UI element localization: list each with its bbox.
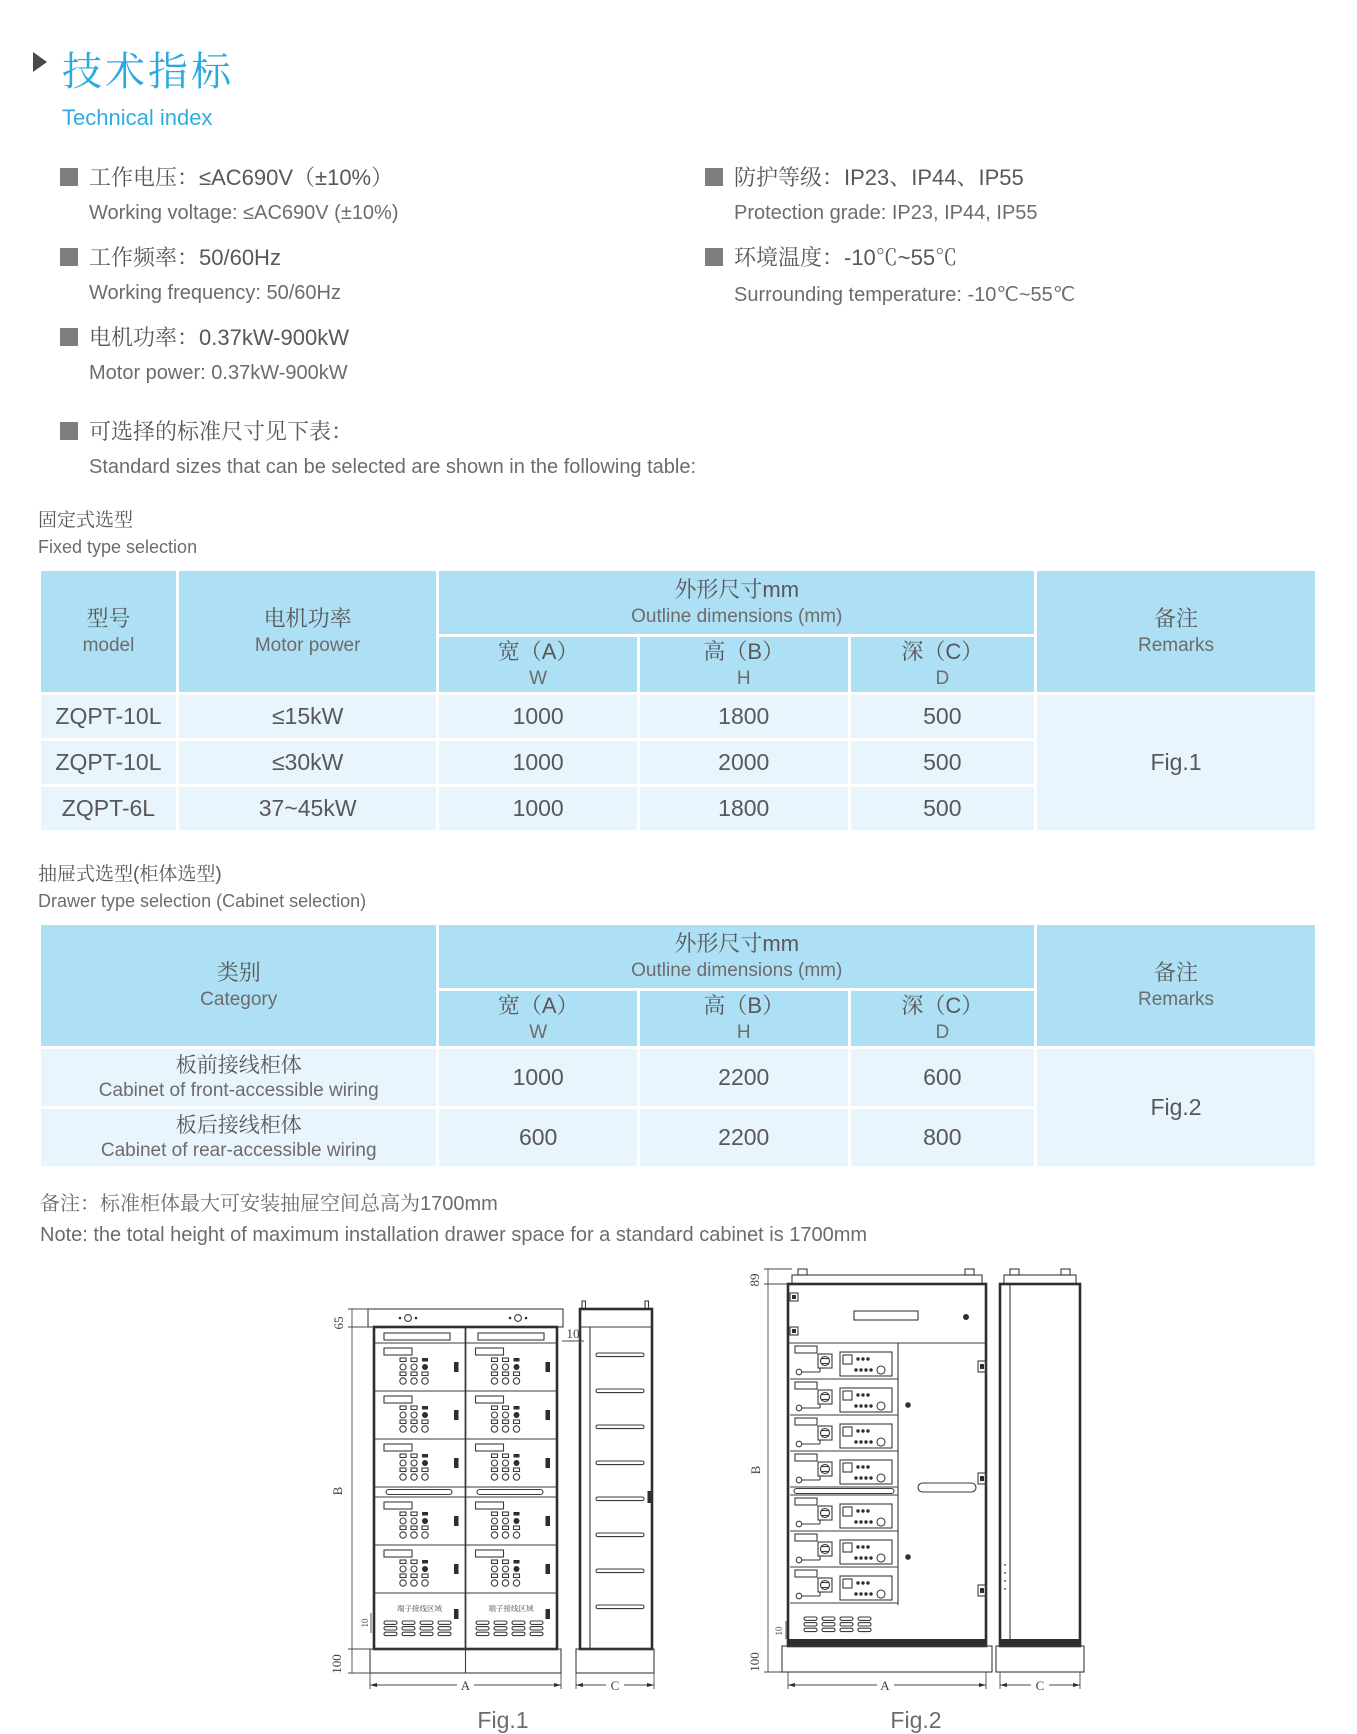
col-header-remarks: 备注 Remarks (1036, 570, 1317, 694)
col-header-height: 高（B） H (638, 636, 849, 694)
cell-depth: 600 (849, 1048, 1035, 1108)
note-zh: 备注：标准柜体最大可安装抽屉空间总高为1700mm (40, 1193, 498, 1215)
dim-label-65: 65 (331, 1316, 346, 1330)
cell-width: 600 (438, 1108, 638, 1168)
col-header-outline-dimensions: 外形尺寸mm Outline dimensions (mm) (438, 924, 1036, 990)
col-header-depth: 深（C） D (849, 636, 1035, 694)
terminal-area-label: 端子接线区域 (488, 1604, 534, 1613)
table-note (40, 1189, 1357, 1251)
spec-en-text: Working voltage: ≤AC690V (±10%) (89, 202, 399, 224)
dim-label-C: C (1035, 1678, 1045, 1693)
spec-zh-text: 工作电压：≤AC690V（±10%） (89, 165, 394, 190)
section-arrow-icon (33, 52, 47, 72)
cell-depth: 500 (849, 740, 1035, 786)
col-header-width: 宽（A） W (438, 990, 638, 1048)
section-title-en: Fixed type selection (38, 537, 198, 557)
dim-label-B: B (748, 1465, 763, 1475)
dim-label-A: A (460, 1678, 471, 1693)
dim-label-10-vent: 10 (360, 1618, 370, 1628)
spec-item-working-frequency (60, 241, 705, 305)
spec-item-table-intro (60, 415, 1357, 479)
cell-model: ZQPT-10L (40, 740, 178, 786)
cell-remarks: Fig.1 (1036, 694, 1317, 832)
square-bullet-icon (60, 328, 78, 346)
col-header-depth: 深（C） D (849, 990, 1035, 1048)
cell-width: 1000 (438, 786, 638, 832)
dim-label-100: 100 (747, 1652, 762, 1672)
fig2-side-view (996, 1269, 1084, 1672)
spec-column-left (60, 161, 705, 401)
col-header-category: 类别 Category (40, 924, 438, 1048)
section-title-en: Drawer type selection (Cabinet selection) (38, 891, 367, 911)
dim-label-89: 89 (747, 1273, 762, 1287)
spec-zh-text: 环境温度：-10℃~55℃ (734, 245, 958, 270)
dim-label-A: A (880, 1678, 890, 1693)
cell-category: 板前接线柜体 Cabinet of front-accessible wiring (40, 1048, 438, 1108)
spec-zh-text: 可选择的标准尺寸见下表： (89, 419, 354, 444)
fixed-type-table (38, 568, 1318, 833)
spec-item-motor-power (60, 321, 705, 385)
col-header-motor-power: 电机功率 Motor power (177, 570, 438, 694)
header-text (62, 40, 234, 131)
figure-2-caption: Fig.2 (890, 1707, 942, 1733)
spec-column-right (705, 161, 1305, 401)
col-header-outline-dimensions: 外形尺寸mm Outline dimensions (mm) (438, 570, 1036, 636)
fig1-front-view (368, 1309, 563, 1673)
square-bullet-icon (705, 248, 723, 266)
dim-label-100: 100 (329, 1654, 344, 1674)
spec-en-text: Surrounding temperature: -10℃~55℃ (734, 284, 1076, 306)
cell-width: 1000 (438, 1048, 638, 1108)
figure-1 (328, 1295, 678, 1734)
figure-1-caption: Fig.1 (477, 1707, 529, 1733)
fig1-side-view (576, 1301, 654, 1673)
section-title-zh: 固定式选型 (38, 510, 134, 531)
cell-height: 1800 (638, 786, 849, 832)
cell-model: ZQPT-10L (40, 694, 178, 740)
cell-power: ≤15kW (177, 694, 438, 740)
cell-width: 1000 (438, 694, 638, 740)
fig2-front-view (782, 1269, 992, 1672)
drawer-type-table (38, 922, 1318, 1169)
page-title: 技术指标 (62, 50, 234, 94)
table-row (40, 694, 1317, 740)
spec-en-text: Working frequency: 50/60Hz (89, 282, 341, 304)
square-bullet-icon (60, 168, 78, 186)
cell-height: 2200 (638, 1048, 849, 1108)
section-label-drawer (38, 859, 1357, 912)
spec-zh-text: 工作频率：50/60Hz (89, 245, 281, 270)
section-label-fixed (38, 505, 1357, 558)
cell-category: 板后接线柜体 Cabinet of rear-accessible wiring (40, 1108, 438, 1168)
cell-width: 1000 (438, 740, 638, 786)
table-row (40, 1048, 1317, 1108)
cell-power: 37~45kW (177, 786, 438, 832)
col-header-model: 型号 model (40, 570, 178, 694)
dim-label-10: 10 (566, 1326, 580, 1341)
square-bullet-icon (705, 168, 723, 186)
note-en: Note: the total height of maximum installation drawer space for a standard cabinet is 1700mm (40, 1224, 868, 1246)
col-header-width: 宽（A） W (438, 636, 638, 694)
cell-height: 2200 (638, 1108, 849, 1168)
dim-label-B: B (330, 1486, 345, 1496)
spec-zh-text: 电机功率：0.37kW-900kW (89, 325, 349, 350)
spec-item-protection-grade (705, 161, 1305, 225)
col-header-remarks: 备注 Remarks (1036, 924, 1317, 1048)
dim-label-C: C (610, 1678, 620, 1693)
spec-en-text: Protection grade: IP23, IP44, IP55 (734, 202, 1038, 224)
cell-depth: 800 (849, 1108, 1035, 1168)
square-bullet-icon (60, 248, 78, 266)
section-title-zh: 抽屉式选型(柜体选型) (38, 864, 222, 885)
figures (328, 1265, 1357, 1734)
col-header-height: 高（B） H (638, 990, 849, 1048)
cell-height: 1800 (638, 694, 849, 740)
page-header (0, 0, 1357, 131)
cell-remarks: Fig.2 (1036, 1048, 1317, 1168)
spec-item-surrounding-temperature (705, 241, 1305, 307)
dim-label-10-vent: 10 (774, 1626, 784, 1636)
spec-zh-text: 防护等级：IP23、IP44、IP55 (734, 165, 1024, 190)
fig1-drawing (328, 1295, 678, 1697)
page-subtitle: Technical index (62, 105, 213, 130)
cell-height: 2000 (638, 740, 849, 786)
cell-depth: 500 (849, 694, 1035, 740)
square-bullet-icon (60, 422, 78, 440)
spec-en-text: Motor power: 0.37kW-900kW (89, 362, 348, 384)
fig2-drawing (746, 1265, 1086, 1697)
cell-power: ≤30kW (177, 740, 438, 786)
spec-item-working-voltage (60, 161, 705, 225)
cell-model: ZQPT-6L (40, 786, 178, 832)
spec-en-text: Standard sizes that can be selected are shown in the following table: (89, 456, 697, 478)
figure-2 (746, 1265, 1086, 1734)
spec-list (60, 161, 1357, 401)
cell-depth: 500 (849, 786, 1035, 832)
terminal-area-label: 端子接线区域 (397, 1604, 442, 1613)
